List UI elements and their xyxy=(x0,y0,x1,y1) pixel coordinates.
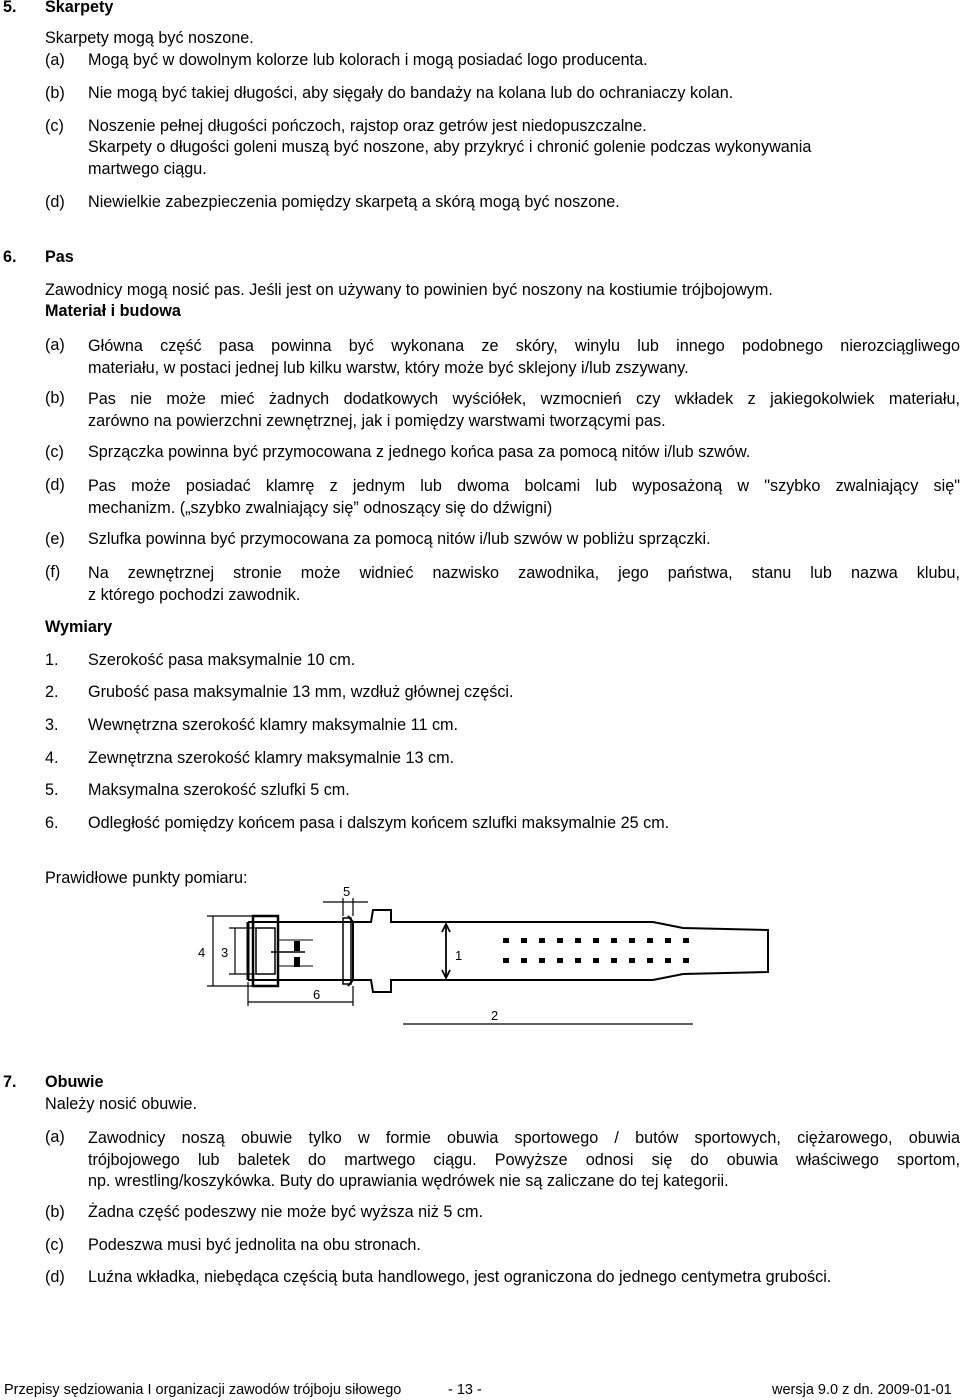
list-item-text-block xyxy=(88,336,960,379)
section-5-title: Skarpety xyxy=(45,0,114,16)
dimension-number: 6. xyxy=(45,814,59,832)
list-item-label: (d) xyxy=(45,476,65,494)
list-item-label: (a) xyxy=(45,1128,65,1146)
list-item-text: materiału, w postaci jednej lub kilku warstw, który może być sklejony i/lub zszywany. xyxy=(88,358,689,377)
list-item-label: (b) xyxy=(45,84,65,102)
dim-label-4: 4 xyxy=(198,945,206,960)
list-item-text: Skarpety o długości goleni muszą być noszone, aby przykryć i chronić golenie podczas wykonywania xyxy=(88,138,812,156)
dimension-number: 4. xyxy=(45,749,59,767)
dim-label-3: 3 xyxy=(221,945,229,960)
section-5-number: 5. xyxy=(3,0,17,16)
list-item-text: Zawodnicy noszą obuwie tylko w formie obuwia sportowego / butów sportowych, ciężarowego, obuwia xyxy=(88,1129,960,1147)
dimension-text: Zewnętrzna szerokość klamry maksymalnie 13 cm. xyxy=(88,749,455,767)
list-item-text: np. wrestling/koszykówka. Buty do uprawiania wędrówek nie są zaliczane do tej kategorii. xyxy=(88,1172,729,1190)
list-item-label: (b) xyxy=(45,389,65,407)
list-item-label: (a) xyxy=(45,336,65,354)
list-item-text: zarówno na powierzchni zewnętrznej, jak i pomiędzy warstwami tworzącymi pas. xyxy=(88,411,666,430)
dimension-text: Szerokość pasa maksymalnie 10 cm. xyxy=(88,651,356,669)
list-item-text: Luźna wkładka, niebędąca częścią buta handlowego, jest ograniczona do jednego centymetra grubości. xyxy=(88,1268,832,1286)
dim-label-1: 1 xyxy=(455,948,463,963)
list-item-text-block xyxy=(88,389,960,432)
list-item-text: Nie mogą być takiej długości, aby sięgały do bandaży na kolana lub do ochraniaczy kolan. xyxy=(88,84,734,102)
list-item-text: Niewielkie zabezpieczenia pomiędzy skarpetą a skórą mogą być noszone. xyxy=(88,193,620,211)
list-item-text: Mogą być w dowolnym kolorze lub kolorach i mogą posiadać logo producenta. xyxy=(88,51,648,69)
list-item-label: (a) xyxy=(45,51,65,69)
list-item-text: Szlufka powinna być przymocowana za pomocą nitów i/lub szwów w pobliżu sprzączki. xyxy=(88,530,711,548)
dimensions-title: Wymiary xyxy=(45,618,113,636)
list-item-text: Pas nie może mieć żadnych dodatkowych wyściółek, wzmocnień czy wkładek z jakiegokolwiek materiału, xyxy=(88,390,960,408)
list-item-label: (e) xyxy=(45,530,65,548)
section-6-title: Pas xyxy=(45,248,74,266)
list-item-text: Pas może posiadać klamrę z jednym lub dwoma bolcami lub wyposażoną w "szybko zwalniający się" xyxy=(88,477,960,495)
dim-label-2: 2 xyxy=(491,1008,499,1023)
section-7-title: Obuwie xyxy=(45,1073,104,1091)
list-item-label: (b) xyxy=(45,1203,65,1221)
page-number: - 13 - xyxy=(448,1382,482,1398)
footer-left: Przepisy sędziowania I organizacji zawodów trójboju siłowego xyxy=(4,1382,402,1398)
dim-label-5: 5 xyxy=(343,884,351,899)
list-item-text: Noszenie pełnej długości pończoch, rajstop oraz getrów jest niedopuszczalne. xyxy=(88,117,647,135)
belt-measurement-diagram xyxy=(193,882,773,1032)
footer-right: wersja 9.0 z dn. 2009-01-01 xyxy=(772,1382,952,1398)
list-item-label: (c) xyxy=(45,1236,64,1254)
dimension-number: 2. xyxy=(45,683,59,701)
section-7-number: 7. xyxy=(3,1073,17,1091)
dim-label-6: 6 xyxy=(313,987,321,1002)
list-item-text: z którego pochodzi zawodnik. xyxy=(88,585,301,604)
list-item-label: (f) xyxy=(45,563,61,581)
dimension-text: Odległość pomiędzy końcem pasa i dalszym końcem szlufki maksymalnie 25 cm. xyxy=(88,814,670,832)
list-item-label: (c) xyxy=(45,117,64,135)
list-item-text-block xyxy=(88,476,960,519)
measure-caption: Prawidłowe punkty pomiaru: xyxy=(45,869,248,887)
section-7-intro: Należy nosić obuwie. xyxy=(45,1095,198,1113)
section-6-intro: Zawodnicy mogą nosić pas. Jeśli jest on używany to powinien być noszony na kostiumie trójbojowym. xyxy=(45,281,773,299)
list-item-text: Na zewnętrznej stronie może widnieć nazwisko zawodnika, jego państwa, stanu lub nazwa klubu, xyxy=(88,564,960,582)
list-item-text: Podeszwa musi być jednolita na obu stronach. xyxy=(88,1236,421,1254)
section-6-number: 6. xyxy=(3,248,17,266)
dimension-text: Grubość pasa maksymalnie 13 mm, wzdłuż głównej części. xyxy=(88,683,514,701)
dim-1-arrow xyxy=(442,924,450,978)
dim-5-arrow xyxy=(323,898,368,916)
dim-3-arrow xyxy=(229,928,255,974)
list-item-text-block xyxy=(88,563,960,606)
list-item-text: Główna część pasa powinna być wykonana ze skóry, winylu lub innego podobnego nierozciągliwego xyxy=(88,337,960,355)
list-item-text: trójbojowego lub baletek do martwego ciągu. Powyższe odnosi się do obuwia właściwego sportom, xyxy=(88,1150,960,1169)
belt-body xyxy=(248,910,768,992)
section-5-intro: Skarpety mogą być noszone. xyxy=(45,29,254,47)
list-item-text-block xyxy=(88,1128,960,1193)
belt-outline xyxy=(248,910,768,992)
dimension-number: 1. xyxy=(45,651,59,669)
dimension-number: 5. xyxy=(45,781,59,799)
list-item-label: (d) xyxy=(45,1268,65,1286)
list-item-text: Sprzączka powinna być przymocowana z jednego końca pasa za pomocą nitów i/lub szwów. xyxy=(88,443,751,461)
list-item-text: martwego ciągu. xyxy=(88,160,207,178)
list-item-text: mechanizm. („szybko zwalniający się” odnoszący się do dźwigni) xyxy=(88,498,553,517)
belt-holes xyxy=(503,938,689,963)
list-item-text: Żadna część podeszwy nie może być wyższa niż 5 cm. xyxy=(88,1203,483,1221)
dimension-number: 3. xyxy=(45,716,59,734)
dimension-text: Wewnętrzna szerokość klamry maksymalnie 11 cm. xyxy=(88,716,459,734)
dimension-text: Maksymalna szerokość szlufki 5 cm. xyxy=(88,781,350,799)
list-item-label: (c) xyxy=(45,443,64,461)
dim-4-arrow xyxy=(207,916,253,986)
section-6-subtitle: Materiał i budowa xyxy=(45,302,181,320)
list-item-label: (d) xyxy=(45,193,65,211)
